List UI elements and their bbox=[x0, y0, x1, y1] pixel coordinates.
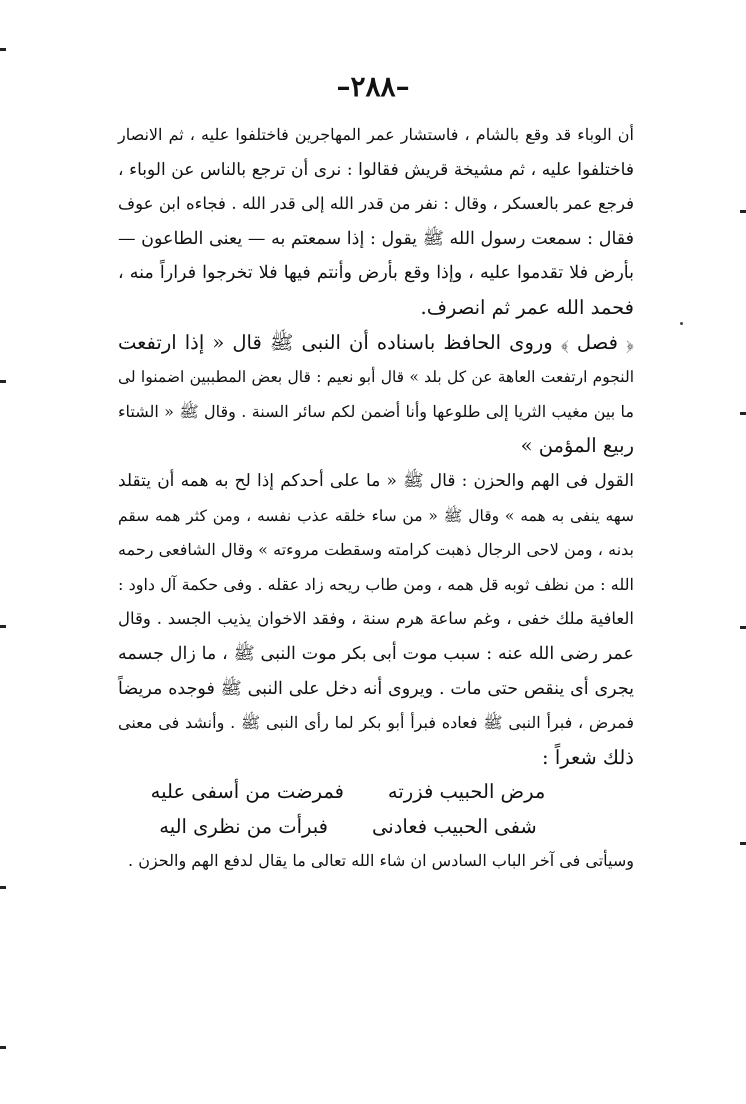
text-line: ﴿ فصل ﴾ وروى الحافظ باسناده أن النبى ﷺ قال « إذا ارتفعت bbox=[118, 330, 634, 354]
text-line: أن الوباء قد وقع بالشام ، فاستشار عمر المهاجرين فاختلفوا عليه ، ثم الانصار bbox=[118, 125, 634, 144]
text-line: فرجع عمر بالعسكر ، وقال : نفر من قدر الله إلى قدر الله . فجاءه ابن عوف bbox=[118, 194, 634, 214]
text-line: بدنه ، ومن لاحى الرجال ذهبت كرامته وسقطت مروءته » وقال الشافعى رحمه bbox=[118, 540, 634, 560]
text-line: الله : من نظف ثوبه قل همه ، ومن طاب ريحه زاد عقله . وفى حكمة آل داود : bbox=[118, 574, 634, 594]
poem-hemistich: مرض الحبيب فزرته bbox=[387, 780, 546, 804]
scan-speck bbox=[680, 322, 683, 325]
text-line: بأرض فلا تقدموا عليه ، وإذا وقع بأرض وأنتم فيها فلا تخرجوا فراراً منه ، bbox=[118, 263, 634, 284]
text-line: يجرى أى ينقص حتى مات . ويروى أنه دخل على النبى ﷺ فوجده مريضاً bbox=[118, 678, 634, 699]
scan-edge-mark bbox=[740, 626, 746, 629]
poem-hemistich: فبرأت من نظرى اليه bbox=[159, 814, 329, 838]
scan-edge-mark bbox=[0, 886, 6, 889]
scan-edge-mark bbox=[740, 412, 746, 415]
text-line: عمر رضى الله عنه : سبب موت أبى بكر موت النبى ﷺ ، ما زال جسمه bbox=[118, 643, 634, 664]
text-line: فاختلفوا عليه ، ثم مشيخة قريش فقالوا : نرى أن ترجع بالناس عن الوباء ، bbox=[118, 159, 634, 180]
text-line: ما بين مغيب الثريا إلى طلوعها وأنا أضمن لكم سائر السنة . وقال ﷺ « الشتاء bbox=[118, 401, 634, 421]
text-line: العافية ملك خفى ، وغم ساعة هرم سنة ، وفقد الاخوان يذيب الجسد . وقال bbox=[118, 609, 634, 629]
text-line: وسيأتى فى آخر الباب السادس ان شاء الله تعالى ما يقال لدفع الهم والحزن . bbox=[128, 851, 634, 871]
scan-edge-mark bbox=[0, 1046, 6, 1049]
text-line: ذلك شعراً : bbox=[542, 745, 634, 769]
poem-verse bbox=[118, 810, 634, 845]
paragraph-grief bbox=[118, 464, 634, 775]
text-line: سهه ينفى به همه » وقال ﷺ « من ساء خلقه عذب نفسه ، ومن كثر همه سقم bbox=[118, 506, 634, 525]
text-line: فحمد الله عمر ثم انصرف. bbox=[420, 295, 634, 319]
page-number: –٢٨٨– bbox=[336, 70, 410, 103]
scan-edge-mark bbox=[0, 380, 6, 383]
text-line: القول فى الهم والحزن : قال ﷺ « ما على أحدكم إذا لح به همه أن يتقلد bbox=[118, 470, 634, 491]
paragraph-section bbox=[118, 326, 634, 464]
text-line: فمرض ، فبرأ النبى ﷺ فعاده فبرأ أبو بكر لما رأى النبى ﷺ . وأنشد فى معنى bbox=[118, 713, 634, 733]
text-line: النجوم ارتفعت العاهة عن كل بلد » قال أبو نعيم : قال بعض المطببين اضمنوا لى bbox=[118, 368, 634, 387]
scan-edge-mark bbox=[740, 210, 746, 213]
scan-edge-mark bbox=[0, 625, 6, 628]
scan-edge-mark bbox=[740, 842, 746, 845]
text-line: فقال : سمعت رسول الله ﷺ يقول : إذا سمعتم به — يعنى الطاعون — bbox=[118, 228, 634, 249]
poem-verse bbox=[118, 775, 634, 810]
text-line: ربيع المؤمن » bbox=[520, 434, 634, 458]
poem-hemistich: شفى الحبيب فعادنى bbox=[372, 814, 537, 838]
paragraph-plague bbox=[118, 118, 634, 326]
scan-edge-mark bbox=[0, 48, 6, 51]
poem bbox=[118, 775, 634, 844]
page-body bbox=[118, 118, 634, 879]
poem-hemistich: فمرضت من أسفى عليه bbox=[150, 780, 344, 804]
paragraph-closing bbox=[118, 844, 634, 879]
